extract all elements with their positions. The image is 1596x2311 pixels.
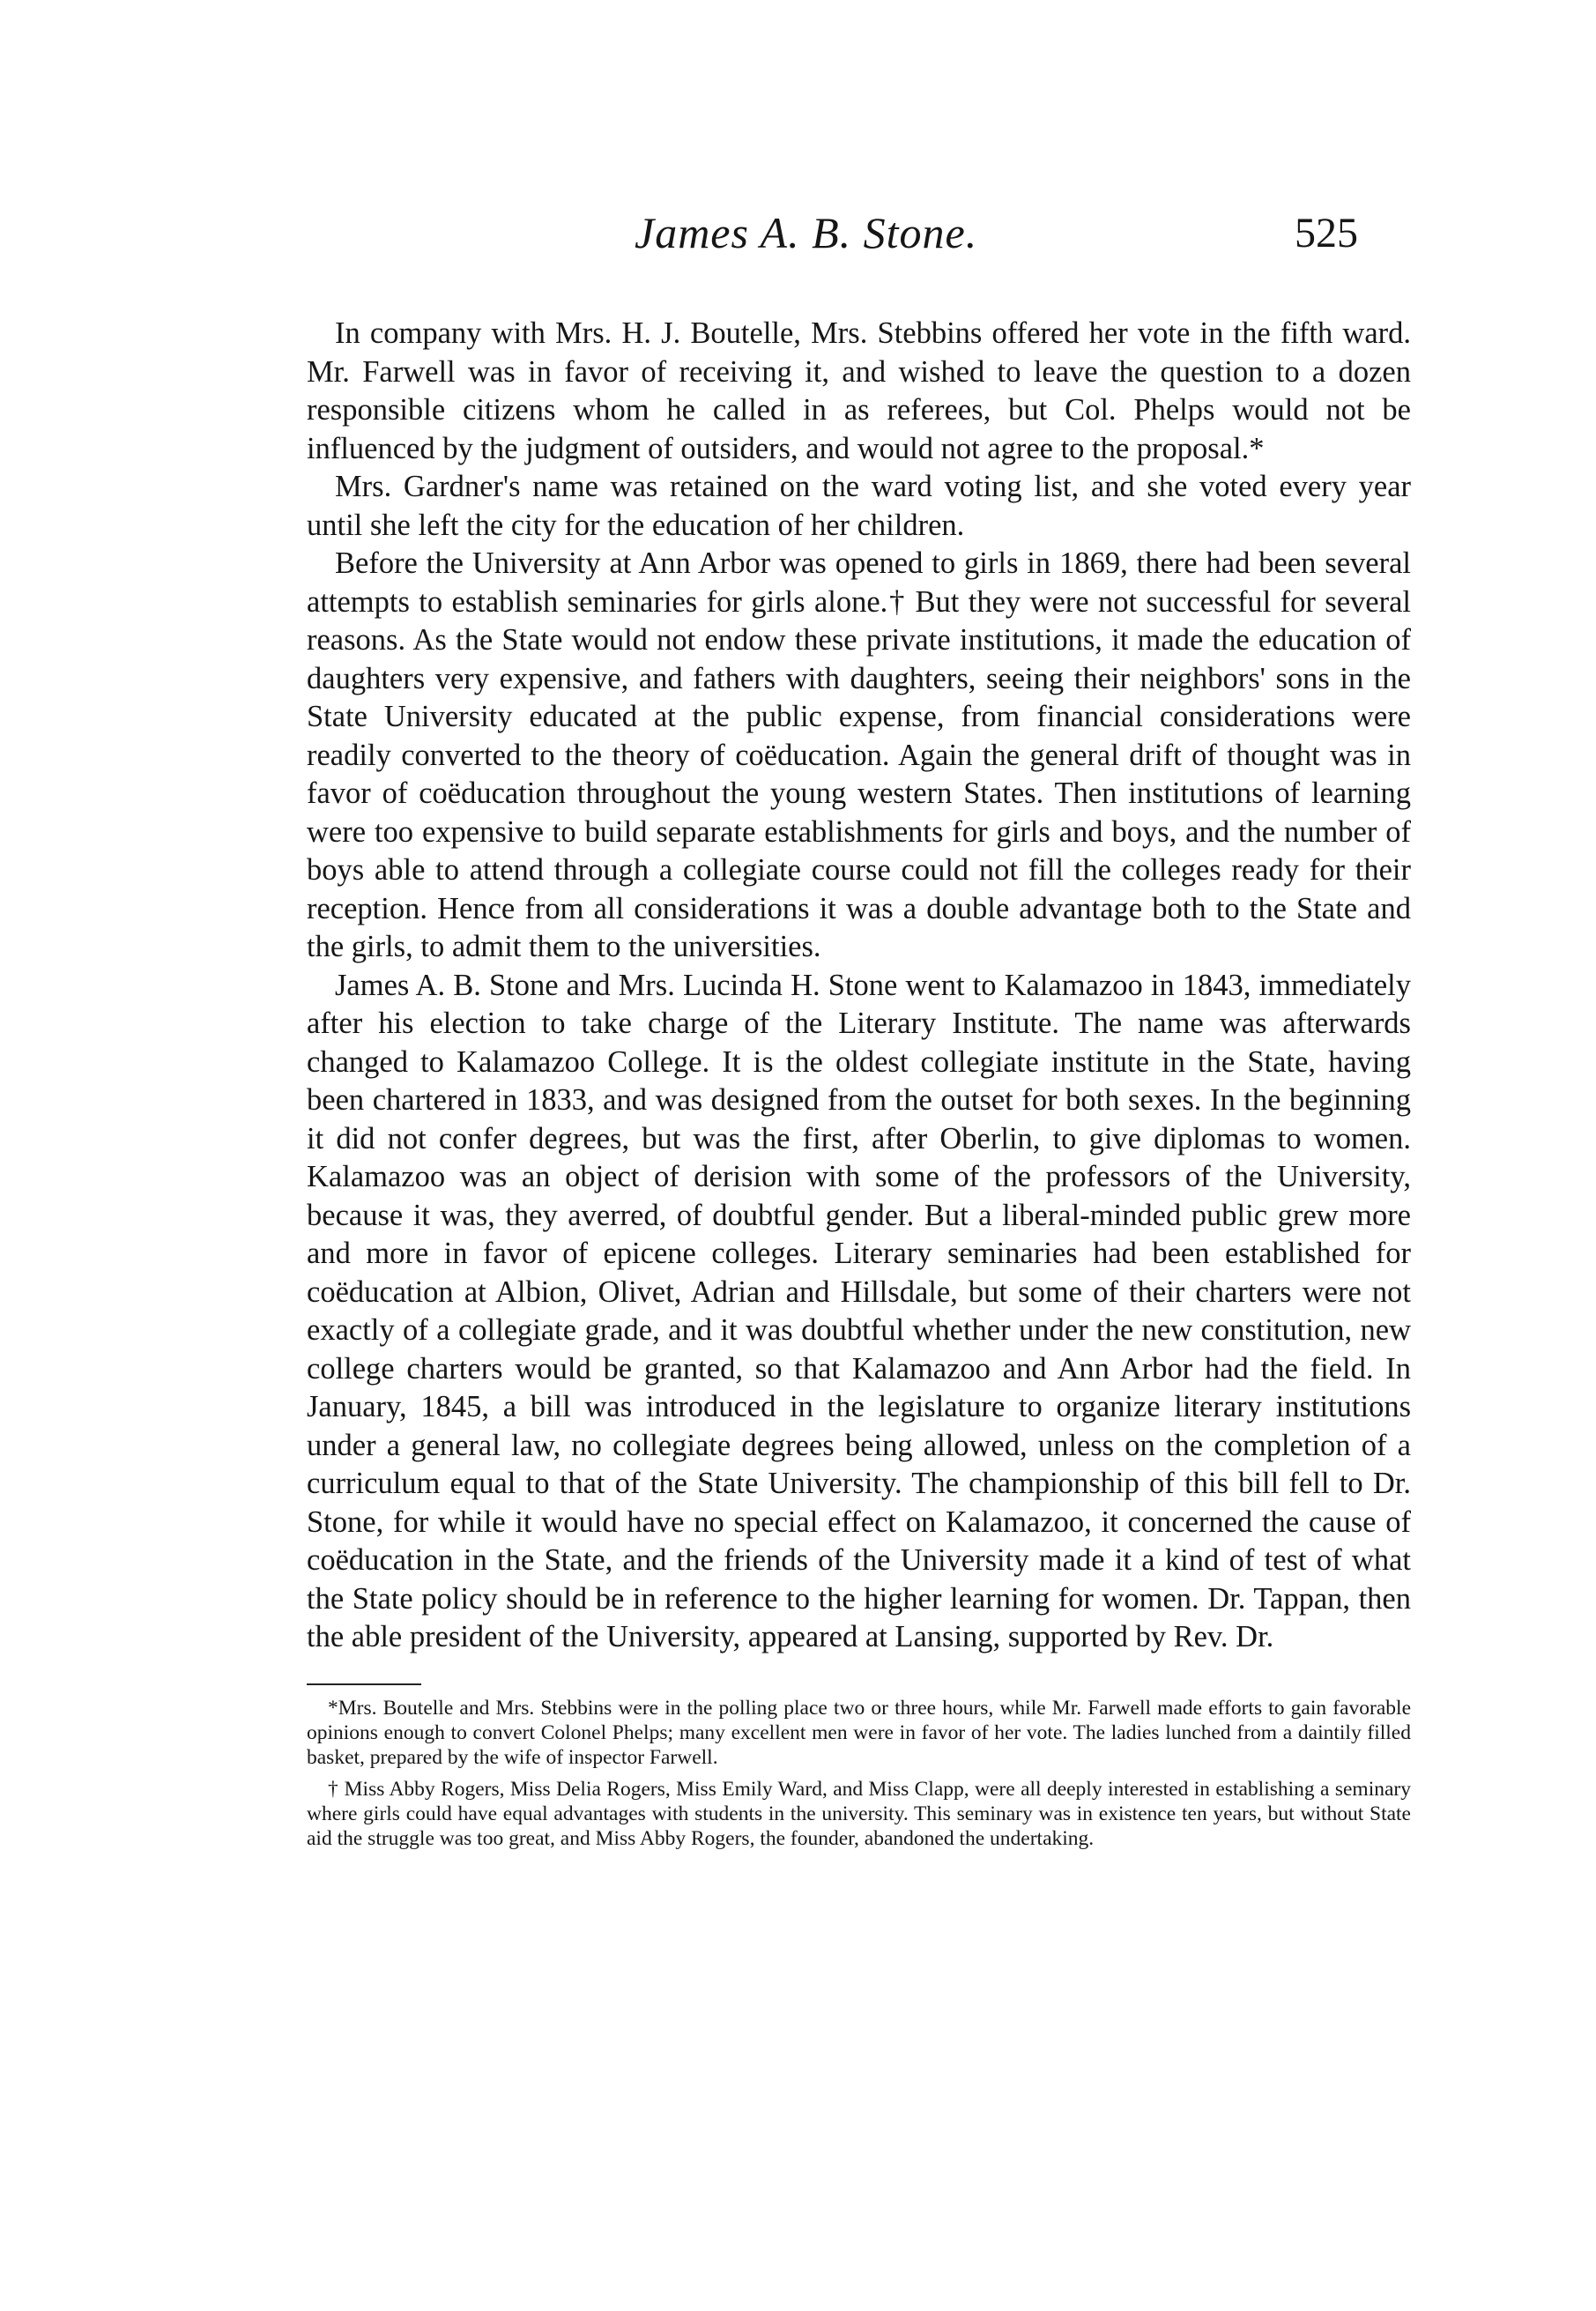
page-number: 525 xyxy=(1295,210,1358,256)
running-head xyxy=(307,207,1411,278)
footnote-asterisk: *Mrs. Boutelle and Mrs. Stebbins were in the polling place two or three hours, while Mr. Farwell made efforts to gain favorable opinions enough to convert Colonel Phelps; many excellent men were in favor of her vote. The ladies lunched from a daintily filled basket, prepared by the wife of inspector Farwell. xyxy=(307,1696,1411,1769)
footnotes xyxy=(307,1696,1411,1851)
page xyxy=(307,207,1411,1858)
paragraph-university: Before the University at Ann Arbor was opened to girls in 1869, there had been several attempts to establish seminaries for girls alone.† But they were not successful for several reasons. As the State would not endow these private institutions, it made the education of daughters very expensive, and fathers with daughters, seeing their neighbors' sons in the State University educated at the public expense, from financial considerations were readily converted to the theory of coëducation. Again the general drift of thought was in favor of coëducation throughout the young western States. Then institutions of learning were too expensive to build separate establishments for girls and boys, and the number of boys able to attend through a collegiate course could not fill the colleges ready for their reception. Hence from all considerations it was a double advantage both to the State and the girls, to admit them to the universities. xyxy=(307,546,1411,963)
running-title: James A. B. Stone. xyxy=(635,208,978,257)
paragraph-voting: In company with Mrs. H. J. Boutelle, Mrs. Stebbins offered her vote in the fifth ward. Mr. Farwell was in favor of receiving it, and wished to leave the question to a dozen responsible citizens whom he called in as referees, but Col. Phelps would not be influenced by the judgment of outsiders, and would not agree to the proposal.* xyxy=(307,316,1411,465)
paragraph-gardner: Mrs. Gardner's name was retained on the ward voting list, and she voted every year until she left the city for the education of her children. xyxy=(307,470,1411,542)
body-text xyxy=(307,315,1411,1657)
footnote-dagger: † Miss Abby Rogers, Miss Delia Rogers, Miss Emily Ward, and Miss Clapp, were all deeply interested in establishing a seminary where girls could have equal advantages with students in the university. This seminary was in existence ten years, but without State aid the struggle was too great, and Miss Abby Rogers, the founder, abandoned the undertaking. xyxy=(307,1777,1411,1850)
footnote-divider xyxy=(307,1683,421,1685)
paragraph-kalamazoo: James A. B. Stone and Mrs. Lucinda H. Stone went to Kalamazoo in 1843, immediately after his election to take charge of the Literary Institute. The name was afterwards changed to Kalamazoo College. It is the oldest collegiate institute in the State, having been chartered in 1833, and was designed from the outset for both sexes. In the beginning it did not confer degrees, but was the first, after Oberlin, to give diplomas to women. Kalamazoo was an object of derision with some of the professors of the University, because it was, they averred, of doubtful gender. But a liberal-minded public grew more and more in favor of epicene colleges. Literary seminaries had been established for coëducation at Albion, Olivet, Adrian and Hillsdale, but some of their charters were not exactly of a collegiate grade, and it was doubtful whether under the new constitution, new college charters would be granted, so that Kalamazoo and Ann Arbor had the field. In January, 1845, a bill was introduced in the legislature to organize literary institutions under a general law, no collegiate degrees being allowed, unless on the completion of a curriculum equal to that of the State University. The championship of this bill fell to Dr. Stone, for while it would have no special effect on Kalamazoo, it concerned the cause of coëducation in the State, and the friends of the University made it a kind of test of what the State policy should be in reference to the higher learning for women. Dr. Tappan, then the able president of the University, appeared at Lansing, supported by Rev. Dr. xyxy=(307,968,1411,1653)
